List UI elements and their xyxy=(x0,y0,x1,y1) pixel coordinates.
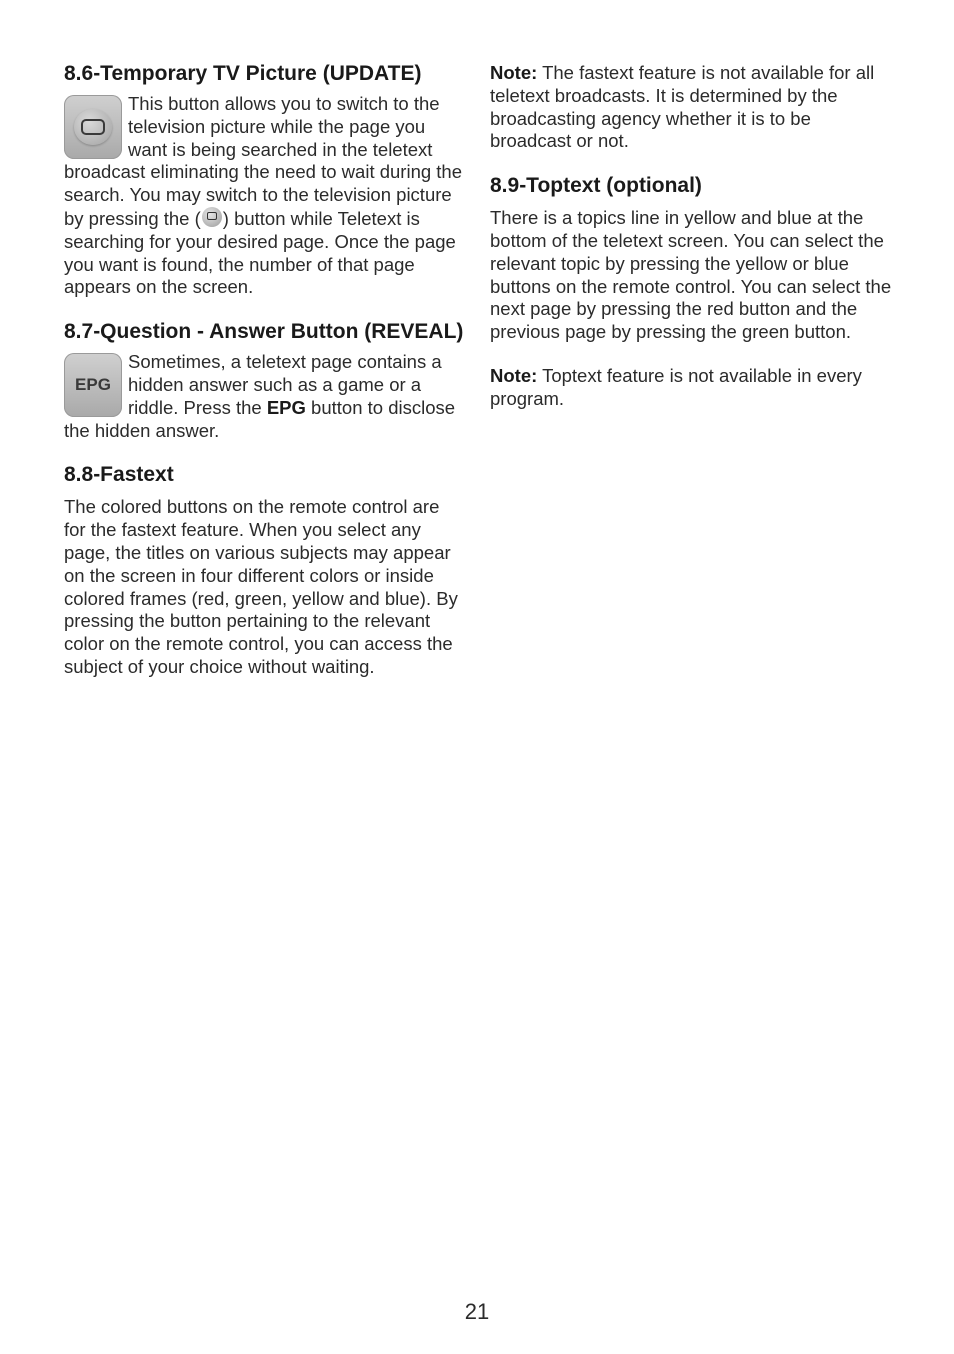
page-number: 21 xyxy=(464,1299,490,1324)
section-8-7 xyxy=(64,320,464,442)
note-toptext: Note: Toptext feature is not available in every program. xyxy=(490,364,862,409)
section-8-6 xyxy=(64,62,464,299)
epg-button-icon xyxy=(64,353,122,417)
section-8-9 xyxy=(490,174,892,344)
tv-update-button-icon xyxy=(64,95,122,159)
section-title: 8.6-Temporary TV Picture (UPDATE) xyxy=(64,62,422,85)
section-8-8 xyxy=(64,463,464,678)
section-title: 8.9-Toptext (optional) xyxy=(490,174,702,198)
right-column xyxy=(490,62,892,411)
section-body: The colored buttons on the remote control are for the fastext feature. When you select any page, the titles on various subjects may appear on the screen in four different colors or inside colored frames (red, green, yellow and blue). By pressing the button pertaining to the relevant color on the remote control, you can access the subject of your choice without waiting. xyxy=(64,496,458,677)
section-body: Sometimes, a teletext page contains a hidden answer such as a game or a riddle. Press the EPG button to disclose the hidden answer. xyxy=(64,351,456,441)
section-title: 8.7-Question - Answer Button (REVEAL) xyxy=(64,320,464,344)
section-body: There is a topics line in yellow and blue at the bottom of the teletext screen. You can select the relevant topic by pressing the yellow or blue buttons on the remote control. You can select the next page by pressing the red button and the previous page by pressing the green button. xyxy=(490,207,892,343)
note-fastext: Note: The fastext feature is not available for all teletext broadcasts. It is determined by the broadcasting agency whether it is to be broadcast or not. xyxy=(490,62,875,152)
section-title: 8.8-Fastext xyxy=(64,463,174,487)
epg-icon-label: EPG xyxy=(75,375,111,395)
left-column xyxy=(64,62,464,700)
section-body: This button allows you to switch to the television picture while the page you want is being searched in the teletext broadcast eliminating the need to wait during the search. You may switch to the television picture by pressing the ( ) button while Teletext is searching for your desired page. Once the page you want is found, the number of that page appears on the screen. xyxy=(64,93,463,298)
tv-update-inline-icon xyxy=(202,207,222,227)
